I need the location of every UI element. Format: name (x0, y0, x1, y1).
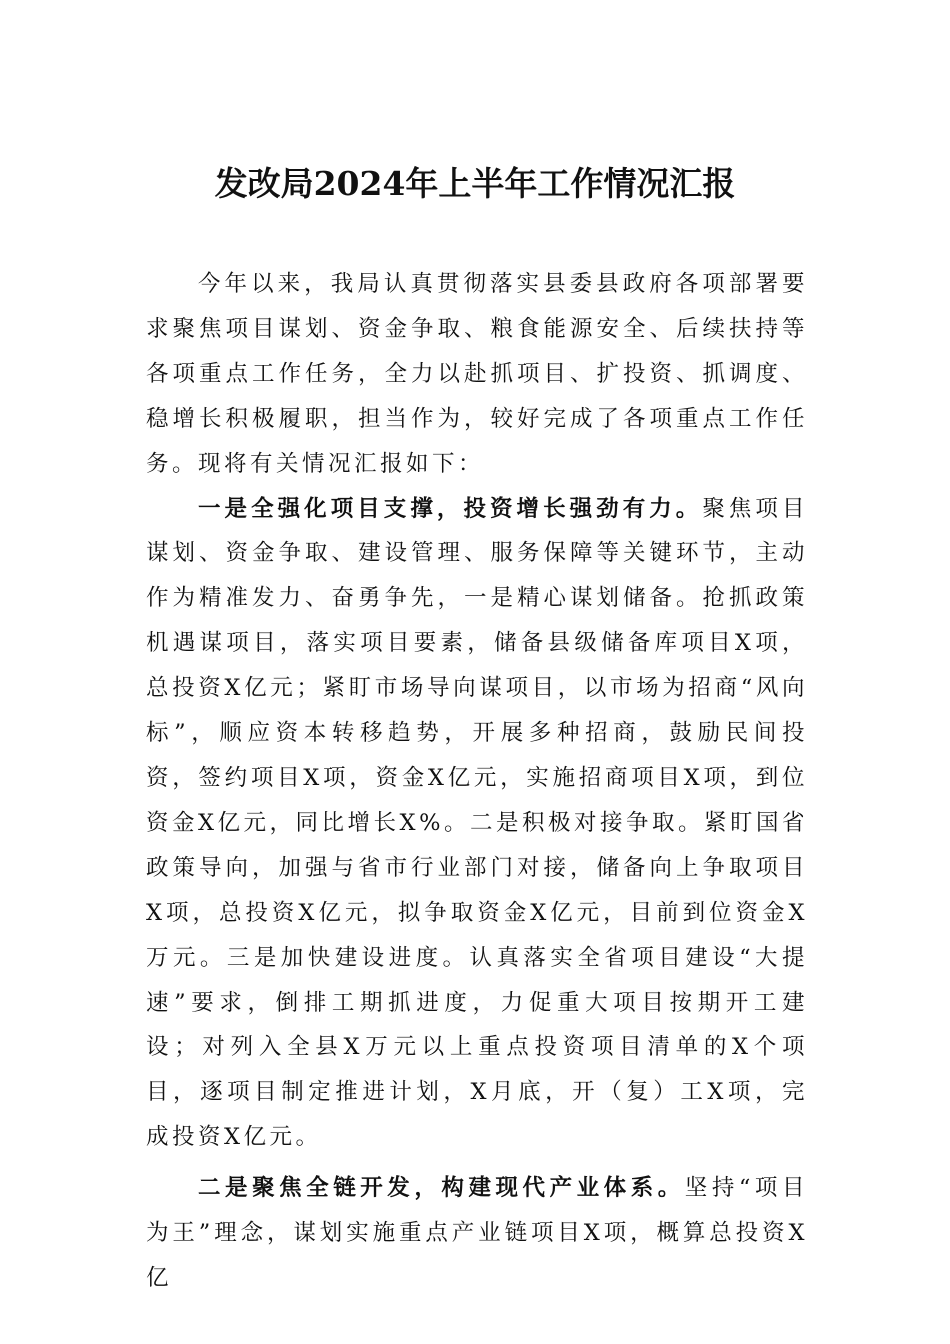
paragraph-section-one (146, 487, 808, 1161)
paragraph-text: 今年以来，我局认真贯彻落实县委县政府各项部署要求聚焦项目谋划、资金争取、粮食能源安全、后续扶持等各项重点工作任务，全力以赴抓项目、扩投资、抓调度、稳增长积极履职，担当作为，较好完成了各项重点工作任务。现将有关情况汇报如下： (146, 271, 808, 477)
document-title: 发改局2024年上半年工作情况汇报 (214, 164, 736, 203)
document-body (146, 262, 808, 1301)
paragraph-lead-heading: 二是聚焦全链开发，构建现代产业体系。 (198, 1175, 685, 1202)
paragraph-text: 聚焦项目谋划、资金争取、建设管理、服务保障等关键环节，主动作为精准发力、奋勇争先，一是精心谋划储备。抢抓政策机遇谋项目，落实项目要素，储备县级储备库项目X项，总投资X亿元；紧盯市场导向谋项目，以市场为招商“风向标”，顺应资本转移趋势，开展多种招商，鼓励民间投资，签约项目X项，资金X亿元，实施招商项目X项，到位资金X亿元，同比增长X%。二是积极对接争取。紧盯国省政策导向，加强与省市行业部门对接，储备向上争取项目X项，总投资X亿元，拟争取资金X亿元，目前到位资金X万元。三是加快建设进度。认真落实全省项目建设“大提速”要求，倒排工期抓进度，力促重大项目按期开工建设；对列入全县X万元以上重点投资项目清单的X个项目，逐项目制定推进计划，X月底，开（复）工X项，完成投资X亿元。 (146, 495, 808, 1151)
paragraph-section-two (146, 1166, 808, 1301)
paragraph-lead-heading: 一是全强化项目支撑，投资增长强劲有力。 (198, 495, 703, 522)
paragraph-text: 坚持“项目为王”理念，谋划实施重点产业链项目X项，概算总投资X亿 (146, 1175, 808, 1291)
paragraph-intro (146, 262, 808, 487)
